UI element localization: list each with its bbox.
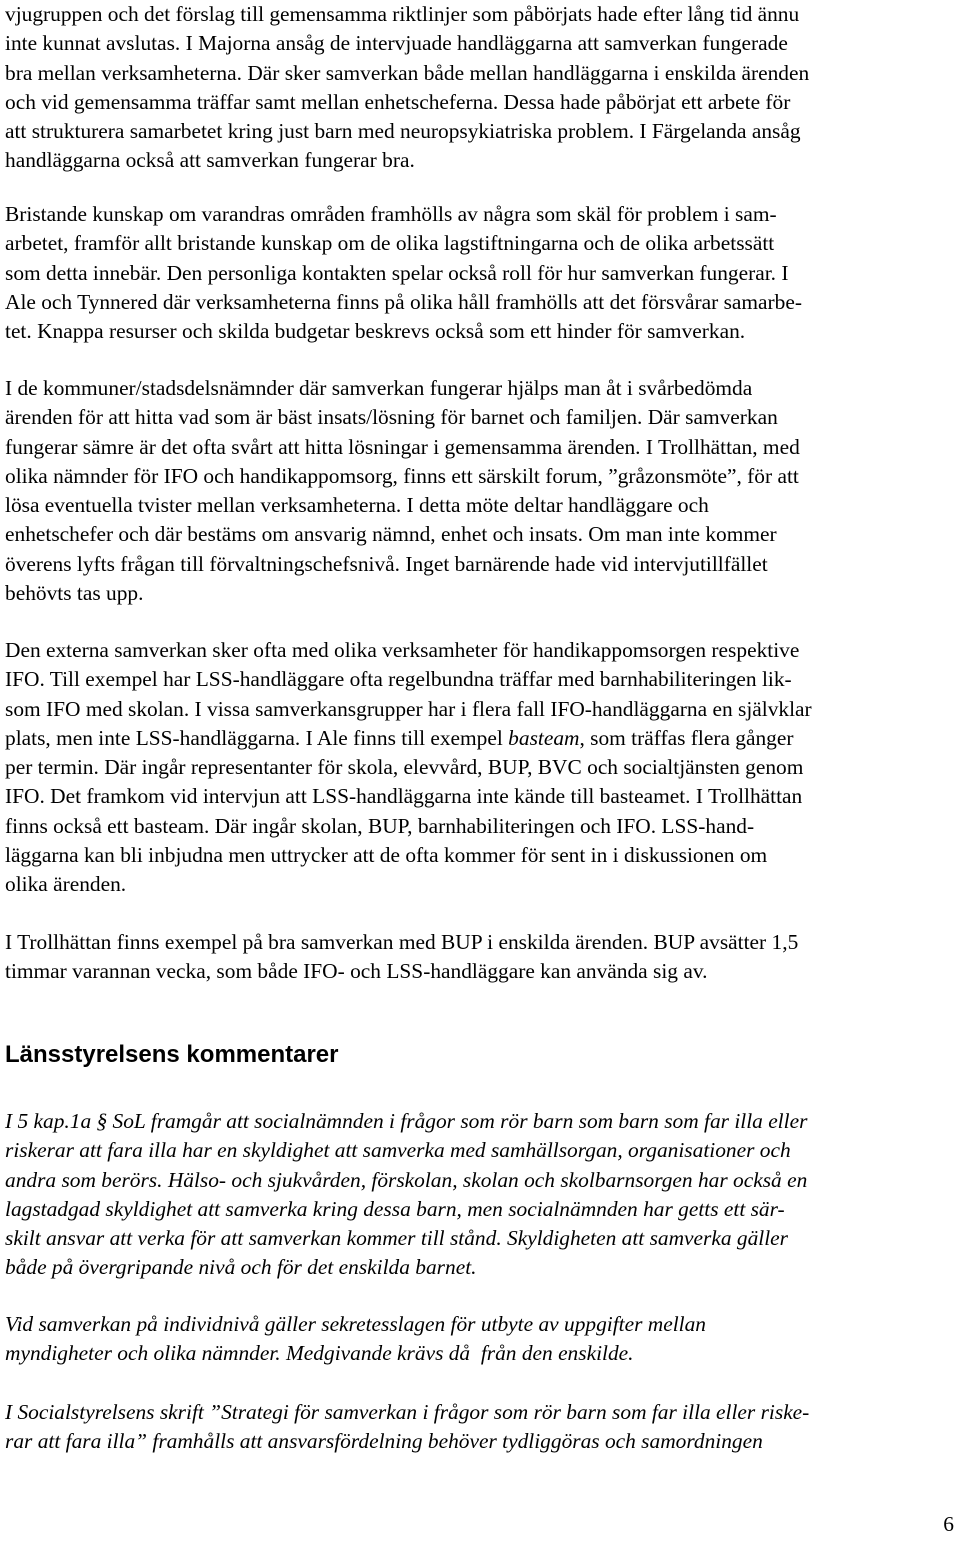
text-line: I Socialstyrelsens skrift ”Strategi för samverkan i frågor som rör barn som far illa eller riske- <box>5 1400 810 1424</box>
text-line: enhetschefer och där bestäms om ansvarig nämnd, enhet och insats. Om man inte kommer <box>5 522 777 547</box>
paragraph-sekretess <box>5 1310 955 1369</box>
section-heading: Länsstyrelsens kommentarer <box>5 1041 339 1068</box>
page-number: 6 <box>943 1512 954 1536</box>
text-line: bra mellan verksamheterna. Där sker samverkan både mellan handläggarna i enskilda ärenden <box>5 60 810 85</box>
text-line: I de kommuner/stadsdelsnämnder där samverkan fungerar hjälps man åt i svårbedömda <box>5 376 753 400</box>
text-line: Vid samverkan på individnivå gäller sekretesslagen för utbyte av uppgifter mellan <box>5 1312 706 1336</box>
paragraph-trollhattan-bup <box>5 928 955 987</box>
text-run: plats, men inte LSS-handläggarna. I Ale finns till exempel <box>5 725 509 750</box>
paragraph-socialstyrelsen <box>5 1398 955 1457</box>
text-line: Den externa samverkan sker ofta med olika verksamheter för handikappomsorgen respektive <box>5 638 800 662</box>
text-line: Ale och Tynnered där verksamheterna finns på olika håll framhölls att det försvårar samarbe- <box>5 289 802 314</box>
text-line: finns också ett basteam. Där ingår skolan, BUP, barnhabiliteringen och IFO. LSS-hand- <box>5 813 755 838</box>
emphasis-basteam: basteam <box>508 725 580 750</box>
text-line: riskerar att fara illa har en skyldighet att samverka med samhällsorgan, organisationer och <box>5 1138 791 1163</box>
text-line: både på övergripande nivå och för det enskilda barnet. <box>5 1255 477 1280</box>
text-line: rar att fara illa” framhålls att ansvarsfördelning behöver tydliggöras och samordningen <box>5 1429 763 1454</box>
text-line: läggarna kan bli inbjudna men uttrycker att de ofta kommer för sent in i diskussionen om <box>5 843 768 868</box>
paragraph-bristande-kunskap <box>5 200 955 346</box>
paragraph-kommuner <box>5 374 955 608</box>
text-line: IFO. Det framkom vid intervjun att LSS-handläggarna inte kände till basteamet. I Trollhättan <box>5 784 803 809</box>
text-line: som IFO med skolan. I vissa samverkansgrupper har i flera fall IFO-handläggarna en självklar <box>5 696 812 721</box>
text-line: myndigheter och olika nämnder. Medgivande krävs då från den enskilde. <box>5 1341 634 1366</box>
text-line: behövts tas upp. <box>5 581 144 606</box>
text-line: överens lyfts frågan till förvaltningschefsnivå. Inget barnärende hade vid intervjutillfället <box>5 551 768 576</box>
text-line: arbetet, framför allt bristande kunskap om de olika lagstiftningarna och de olika arbetssätt <box>5 231 775 256</box>
text-line: Bristande kunskap om varandras områden framhölls av några som skäl för problem i sam- <box>5 202 777 226</box>
text-line: ärenden för att hitta vad som är bäst insats/lösning för barnet och familjen. Där samverkan <box>5 405 778 430</box>
text-line: lagstadgad skyldighet att samverka kring dessa barn, men socialnämnden har getts ett sär- <box>5 1196 785 1221</box>
text-line: I Trollhättan finns exempel på bra samverkan med BUP i enskilda ärenden. BUP avsätter 1,5 <box>5 930 799 954</box>
text-line: lösa eventuella tvister mellan verksamheterna. I detta möte deltar handläggare och <box>5 493 709 518</box>
text-line: att strukturera samarbetet kring just barn med neuropsykiatriska problem. I Färgelanda ansåg <box>5 119 801 144</box>
text-line: inte kunnat avslutas. I Majorna ansåg de intervjuade handläggarna att samverkan fungerade <box>5 31 788 56</box>
text-line: vjugruppen och det förslag till gemensamma riktlinjer som påbörjats hade efter lång tid ännu <box>5 2 800 26</box>
text-line: fungerar sämre är det ofta svårt att hitta lösningar i gemensamma ärenden. I Trollhättan, med <box>5 434 800 459</box>
text-line: som detta innebär. Den personliga kontakten spelar också roll för hur samverkan fungerar. I <box>5 260 789 285</box>
text-line: skilt ansvar att verka för att samverkan kommer till stånd. Skyldigheten att samverka gäller <box>5 1226 788 1251</box>
paragraph-sol-kommentar <box>5 1107 955 1283</box>
text-line: olika nämnder för IFO och handikappomsorg, finns ett särskilt forum, ”gråzonsmöte”, för att <box>5 463 799 488</box>
text-run: , som träffas flera gånger <box>579 725 794 750</box>
text-line: handläggarna också att samverkan fungerar bra. <box>5 148 415 173</box>
text-line: timmar varannan vecka, som både IFO- och LSS-handläggare kan använda sig av. <box>5 959 708 984</box>
text-line <box>5 724 955 753</box>
paragraph-extern-samverkan <box>5 636 955 900</box>
text-line: andra som berörs. Hälso- och sjukvården, förskolan, skolan och skolbarnsorgen har också en <box>5 1167 808 1192</box>
text-line: I 5 kap.1a § SoL framgår att socialnämnden i frågor som rör barn som barn som far illa eller <box>5 1109 808 1133</box>
text-line: IFO. Till exempel har LSS-handläggare ofta regelbundna träffar med barnhabiliteringen lik- <box>5 667 792 692</box>
paragraph-intro <box>5 0 955 176</box>
text-line: per termin. Där ingår representanter för skola, elevvård, BUP, BVC och socialtjänsten genom <box>5 755 804 780</box>
text-line: och vid gemensamma träffar samt mellan enhetscheferna. Dessa hade påbörjat ett arbete för <box>5 89 791 114</box>
text-line: tet. Knappa resurser och skilda budgetar beskrevs också som ett hinder för samverkan. <box>5 319 746 344</box>
text-line: olika ärenden. <box>5 872 127 897</box>
